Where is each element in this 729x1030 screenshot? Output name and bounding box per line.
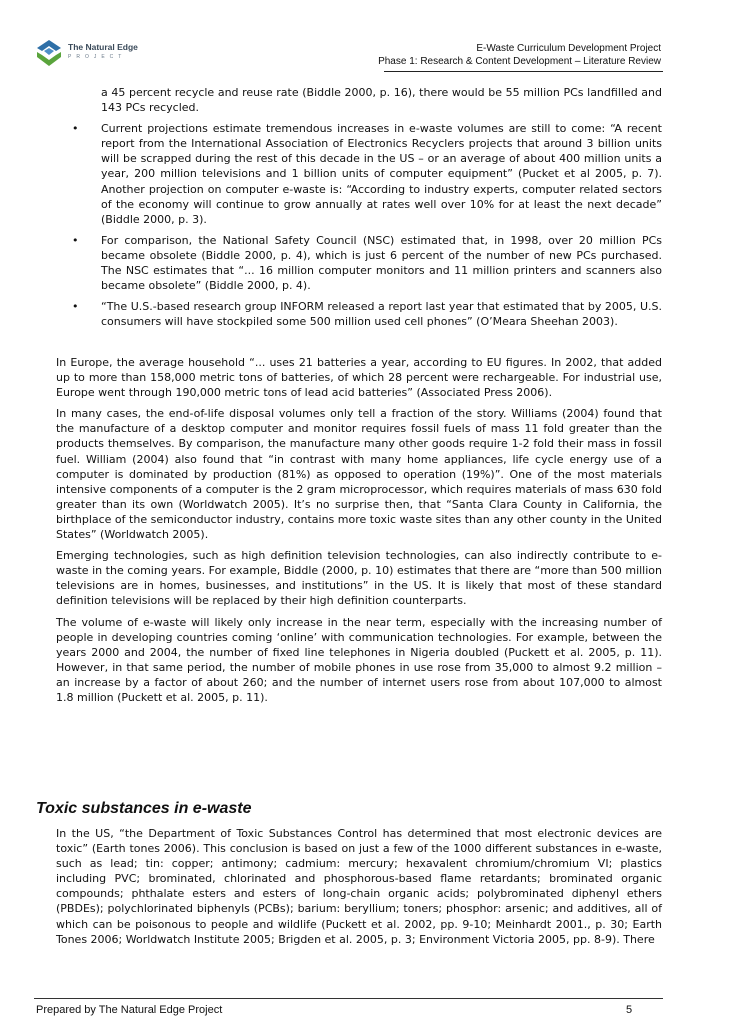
list-item [65, 121, 662, 227]
section-body [56, 826, 662, 947]
natural-edge-logo-icon [34, 38, 64, 68]
paragraph-volume-increase: The volume of e-waste will likely only increase in the near term, especially with the increasing number of people in developing countries coming ‘online’ with communication technologies. For example, between the years 2000 and 2004, the number of fixed line telephones in Nigeria doubled (Puckett et al. 2005, p. 11). However, in that same period, the number of mobile phones in use rose from 35,000 to almost 9.2 million – an increase by a factor of about 260; and the number of internet users rose from about 107,000 to almost 1.8 million (Puckett et al. 2005, p. 11). [56, 615, 662, 704]
bullet-icon: • [72, 233, 79, 247]
list-item [65, 85, 662, 115]
paragraph-end-of-life: In many cases, the end-of-life disposal volumes only tell a fraction of the story. Williams (2004) found that the manufacture of a desktop computer and monitor requires fossil fuels of mass 11 fold greater than the products themselves. By comparison, the manufacture many other goods require 1-2 fold their mass in fossil fuel. William (2004) also found that “in contrast with many home appliances, life cycle energy use of a computer is dominated by production (81%) as opposed to operation (19%)”. One of the most materials intensive components of a computer is the 2 gram microprocessor, which requires materials of mass 630 fold greater than its own (Worldwatch 2005). It’s no surprise then, that “Santa Clara County in California, the birthplace of the semiconductor industry, contains more toxic waste sites than any other county in the United States” (Worldwatch 2005). [56, 407, 662, 542]
header-project-title: E-Waste Curriculum Development Project [476, 43, 661, 54]
bullet-list [65, 85, 662, 335]
header-divider [384, 71, 663, 72]
logo-subtitle: PROJECT [68, 54, 127, 60]
footer-credit: Prepared by The Natural Edge Project [36, 1004, 223, 1016]
bullet-icon: • [72, 300, 79, 314]
paragraph-toxic-substances: In the US, “the Department of Toxic Substances Control has determined that most electronic devices are toxic” (Earth tones 2006). This conclusion is based on just a few of the 1000 different substances in e-waste, such as lead; tin: copper; antimony; cadmium: mercury; hexavalent chromium/chromium VI; plastics including PVC; brominated, chlorinated and phosphorous-based flame retardants; brominated organic compounds; phthalate esters and esters of long-chain organic acids; polybrominated diphenyl ethers (PBDEs); polychlorinated biphenyls (PCBs); barium: beryllium; toners; phosphor: arsenic; and additives, all of which can be poisonous to people and wildlife (Puckett et al. 2002, pp. 9-10; Meinhardt 2001., p. 30; Earth Tones 2006; Worldwatch Institute 2005; Brigden et al. 2005, p. 3; Environment Victoria 2005, pp. 8-9). There [56, 827, 662, 946]
footer-divider [34, 998, 663, 999]
list-item-text: “The U.S.-based research group INFORM released a report last year that estimated that by 2005, U.S. consumers will have stockpiled some 500 million used cell phones” (O’Meara Sheehan 2003). [101, 300, 662, 329]
header-phase-title: Phase 1: Research & Content Development – Literature Review [378, 56, 661, 67]
logo [34, 38, 144, 68]
list-item [65, 299, 662, 329]
body-paragraphs [56, 355, 662, 711]
paragraph-europe-batteries: In Europe, the average household “... uses 21 batteries a year, according to EU figures. In 2002, that added up to more than 158,000 metric tons of batteries, of which 28 percent were rechargeable. For industrial use, Europe went through 190,000 metric tons of lead acid batteries” (Associated Press 2006). [56, 356, 662, 400]
list-item-text: a 45 percent recycle and reuse rate (Biddle 2000, p. 16), there would be 55 million PCs landfilled and 143 PCs recycled. [101, 86, 662, 115]
section-heading: Toxic substances in e-waste [36, 800, 252, 817]
list-item-text: For comparison, the National Safety Council (NSC) estimated that, in 1998, over 20 million PCs became obsolete (Biddle 2000, p. 4), which is just 6 percent of the number of new PCs purchased. The NSC estimates that “... 16 million computer monitors and 11 million printers and scanners also became obsolete” (Biddle 2000, p. 4). [101, 233, 662, 293]
list-item-text: Current projections estimate tremendous increases in e-waste volumes are still to come: “A recent report from the International Association of Electronics Recyclers projects that around 3 billion units will be scrapped during the rest of this decade in the US – or an average of about 400 million units a year, 200 million televisions and 1 billion units of computer equipment” (Pucket et al 2005, p. 7). Another projection on computer e-waste is: “According to industry experts, computer related sectors of the economy will continue to grow annually at rates well over 10% for at least the next decade” (Biddle 2000, p. 3). [101, 122, 662, 226]
logo-name: The Natural Edge [68, 42, 138, 52]
page-header [34, 36, 663, 76]
page-number: 5 [626, 1004, 633, 1016]
bullet-icon: • [72, 122, 79, 136]
header-titles [378, 42, 661, 68]
paragraph-emerging-tech: Emerging technologies, such as high definition television technologies, can also indirectly contribute to e-waste in the coming years. For example, Biddle (2000, p. 10) estimates that there are “more than 500 million televisions are in homes, businesses, and institutions” in the US. It is likely that most of these standard definition televisions will be replaced by their high definition counterparts. [56, 549, 662, 608]
list-item [65, 233, 662, 293]
